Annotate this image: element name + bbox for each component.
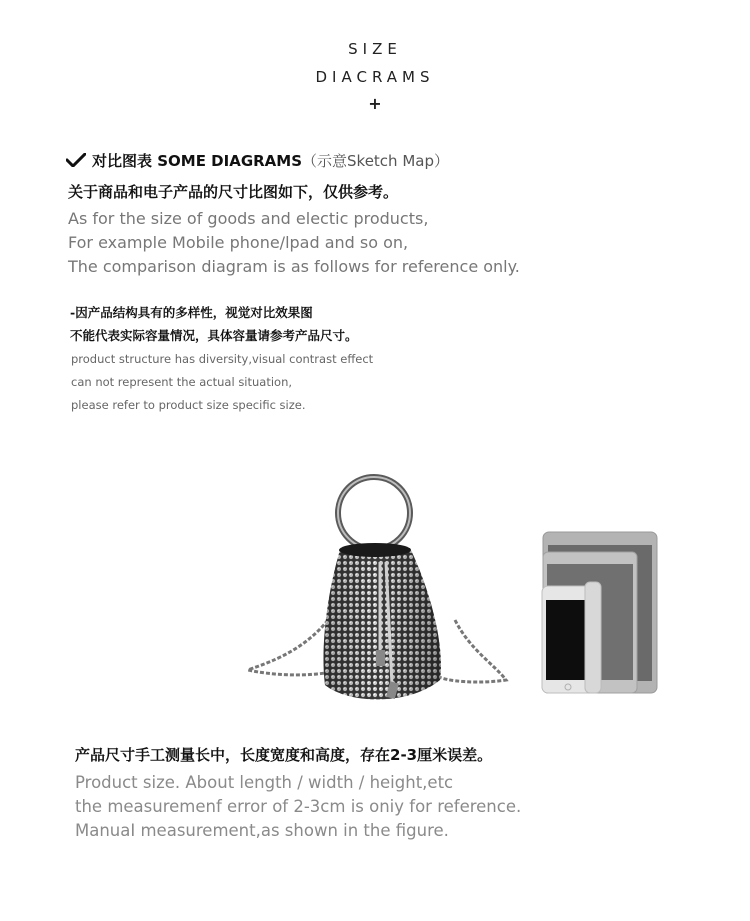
intro-en-1: As for the size of goods and electic products, (68, 209, 429, 228)
section-title-sub: （示意Sketch Map） (302, 152, 449, 170)
checkmark-icon (66, 153, 86, 167)
footer-en-1: Product size. About length / width / height,etc (75, 773, 454, 792)
section-title-bold: 对比图表 SOME DIAGRAMS (92, 152, 303, 170)
intro-cn: 关于商品和电子产品的尺寸比图如下，仅供参考。 (68, 183, 399, 201)
section-title (66, 150, 449, 171)
header-size: SIZE (348, 40, 402, 58)
header-plus: + (368, 94, 382, 113)
footer-en-2: the measuremenf error of 2-3cm is oniy for reference. (75, 797, 522, 816)
note-en-1: product structure has diversity,visual contrast effect (71, 352, 374, 366)
header-diagrams: DIACRAMS (315, 68, 435, 86)
note-cn-2: 不能代表实际容量情况，具体容量请参考产品尺寸。 (70, 328, 358, 343)
tablet-and-phone-comparison-image (541, 530, 659, 695)
note-cn-1: -因产品结构具有的多样性，视觉对比效果图 (70, 305, 313, 320)
note-en-3: please refer to product size specific size. (71, 398, 306, 412)
intro-en-2: For example Mobile phone/lpad and so on, (68, 233, 409, 252)
note-en-2: can not represent the actual situation, (71, 375, 293, 389)
intro-en-3: The comparison diagram is as follows for reference only. (68, 257, 520, 276)
footer-cn: 产品尺寸手工测量长中，长度宽度和高度，存在2-3厘米误差。 (75, 746, 493, 764)
rhinestone-bucket-bag-image (240, 470, 515, 710)
footer-en-3: ManuaI measurement,as shown in the figure. (75, 821, 449, 840)
